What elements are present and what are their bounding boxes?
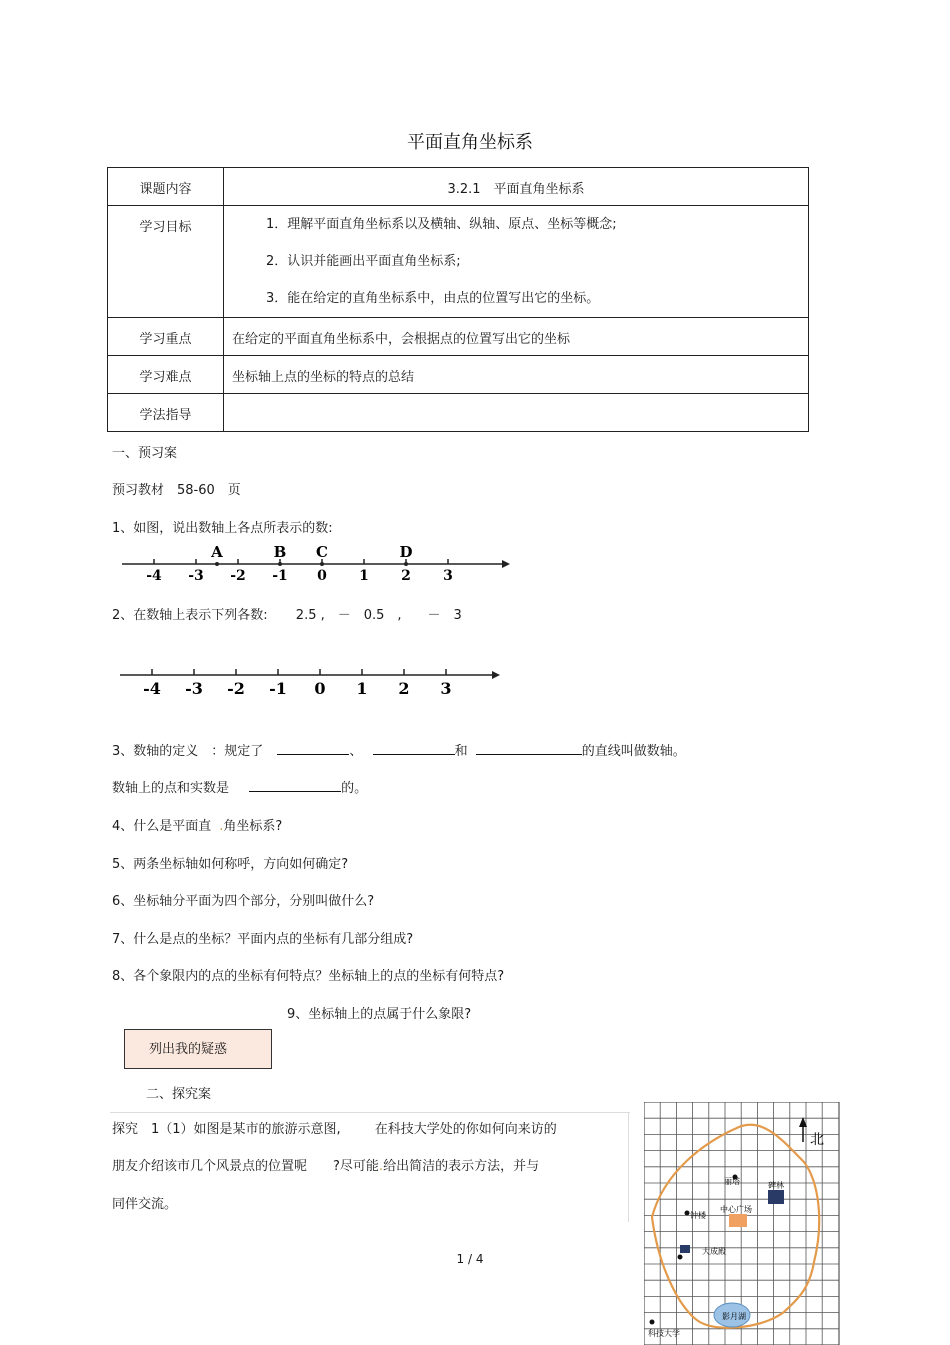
point-label: C (316, 543, 328, 561)
divider (628, 1112, 629, 1222)
value-difficulty: 坐标轴上点的坐标的特点的总结 (224, 356, 809, 394)
tick-label: -2 (227, 679, 245, 698)
question-2: 2、在数轴上表示下列各数: 2.5 , － 0.5 , － 3 (112, 608, 462, 623)
explore-line-1: 探究 1（1）如图是某市的旅游示意图, 在科技大学处的你如何向来访的 (112, 1122, 557, 1137)
map-label: 钟楼 (690, 1211, 706, 1220)
number-line-2 (110, 662, 510, 707)
table-row (108, 394, 809, 432)
label-topic: 课题内容 (108, 168, 224, 206)
map-label: 中心广场 (720, 1205, 752, 1214)
point-mark (404, 562, 408, 566)
fill-blank[interactable] (373, 740, 455, 755)
value-topic: 3.2.1 平面直角坐标系 (224, 168, 809, 206)
point-label: A (211, 543, 223, 561)
fill-blank[interactable] (476, 740, 582, 755)
fill-blank[interactable] (249, 777, 341, 792)
page-title: 平面直角坐标系 (407, 132, 533, 153)
table-row (108, 168, 809, 206)
point-mark (320, 562, 324, 566)
label-goals: 学习目标 (108, 206, 224, 318)
tick-label: 0 (317, 568, 327, 584)
tick-label: -4 (146, 568, 162, 584)
point-mark (215, 562, 219, 566)
question-9: 9、坐标轴上的点属于什么象限? (287, 1007, 472, 1022)
section-explore-heading: 二、探究案 (146, 1087, 212, 1102)
section-preview-heading: 一、预习案 (112, 446, 178, 461)
point-mark (278, 562, 282, 566)
tick-label: -1 (269, 679, 287, 698)
page-number: 1 / 4 (456, 1252, 484, 1266)
question-8: 8、各个象限内的点的坐标有何特点？坐标轴上的点的坐标有何特点? (112, 969, 505, 984)
tick-label: 3 (443, 568, 453, 584)
table-row (108, 356, 809, 394)
question-3b: 数轴上的点和实数是 的。 (112, 777, 367, 796)
table-row (108, 318, 809, 356)
divider (110, 1112, 630, 1113)
tick-label: 1 (356, 679, 368, 698)
tick-label: 2 (398, 679, 410, 698)
tick-label: -3 (185, 679, 203, 698)
question-1: 1、如图，说出数轴上各点所表示的数: (112, 521, 333, 536)
label-difficulty: 学习难点 (108, 356, 224, 394)
explore-line-3: 同伴交流。 (112, 1197, 178, 1212)
goal-item: 2．认识并能画出平面直角坐标系; (266, 254, 461, 269)
question-2-values: 2.5 , － 0.5 , － 3 (295, 608, 462, 623)
tick-label: 2 (401, 568, 411, 584)
tick-label: 0 (314, 679, 326, 698)
number-line-1 (110, 540, 510, 585)
question-7: 7、什么是点的坐标？平面内点的坐标有几部分组成? (112, 932, 414, 947)
map-label: 丽塔 (724, 1177, 740, 1186)
square-marker (729, 1214, 747, 1227)
value-method (224, 394, 809, 432)
value-goals (224, 206, 809, 318)
question-3: 3、数轴的定义 ：规定了 、 和 的直线叫做数轴。 (112, 740, 686, 759)
question-4: 4、什么是平面直 .角坐标系? (112, 819, 283, 834)
north-label: 北 (810, 1132, 824, 1148)
tick-label: -3 (188, 568, 204, 584)
goal-item: 1．理解平面直角坐标系以及横轴、纵轴、原点、坐标等概念; (266, 217, 617, 232)
fill-blank[interactable] (277, 740, 349, 755)
doubt-box: 列出我的疑惑 (124, 1029, 272, 1069)
tourist-map (644, 1102, 840, 1345)
map-label: 科技大学 (648, 1329, 680, 1338)
point-label: B (273, 543, 287, 561)
map-label: 碑林 (768, 1181, 784, 1190)
map-label: 影月湖 (722, 1312, 746, 1321)
goal-item: 3．能在给定的直角坐标系中，由点的位置写出它的坐标。 (266, 291, 600, 306)
lesson-info-table (107, 167, 809, 432)
point-label: D (399, 543, 413, 561)
tick-label: 3 (440, 679, 452, 698)
value-focus: 在给定的平面直角坐标系中，会根据点的位置写出它的坐标 (224, 318, 809, 356)
question-6: 6、坐标轴分平面为四个部分，分别叫做什么? (112, 894, 375, 909)
tick-label: 1 (359, 568, 369, 584)
map-label: 大成殿 (702, 1247, 726, 1256)
tick-label: -1 (272, 568, 288, 584)
tick-label: -2 (230, 568, 246, 584)
label-focus: 学习重点 (108, 318, 224, 356)
table-row (108, 206, 809, 318)
textbook-pages: 预习教材 58-60 页 (112, 483, 241, 498)
question-5: 5、两条坐标轴如何称呼，方向如何确定? (112, 857, 349, 872)
label-method: 学法指导 (108, 394, 224, 432)
stele-forest-marker (768, 1190, 784, 1204)
explore-line-2: 朋友介绍该市几个风景点的位置呢 ?尽可能.给出简洁的表示方法，并与 (112, 1159, 540, 1174)
tick-label: -4 (143, 679, 161, 698)
